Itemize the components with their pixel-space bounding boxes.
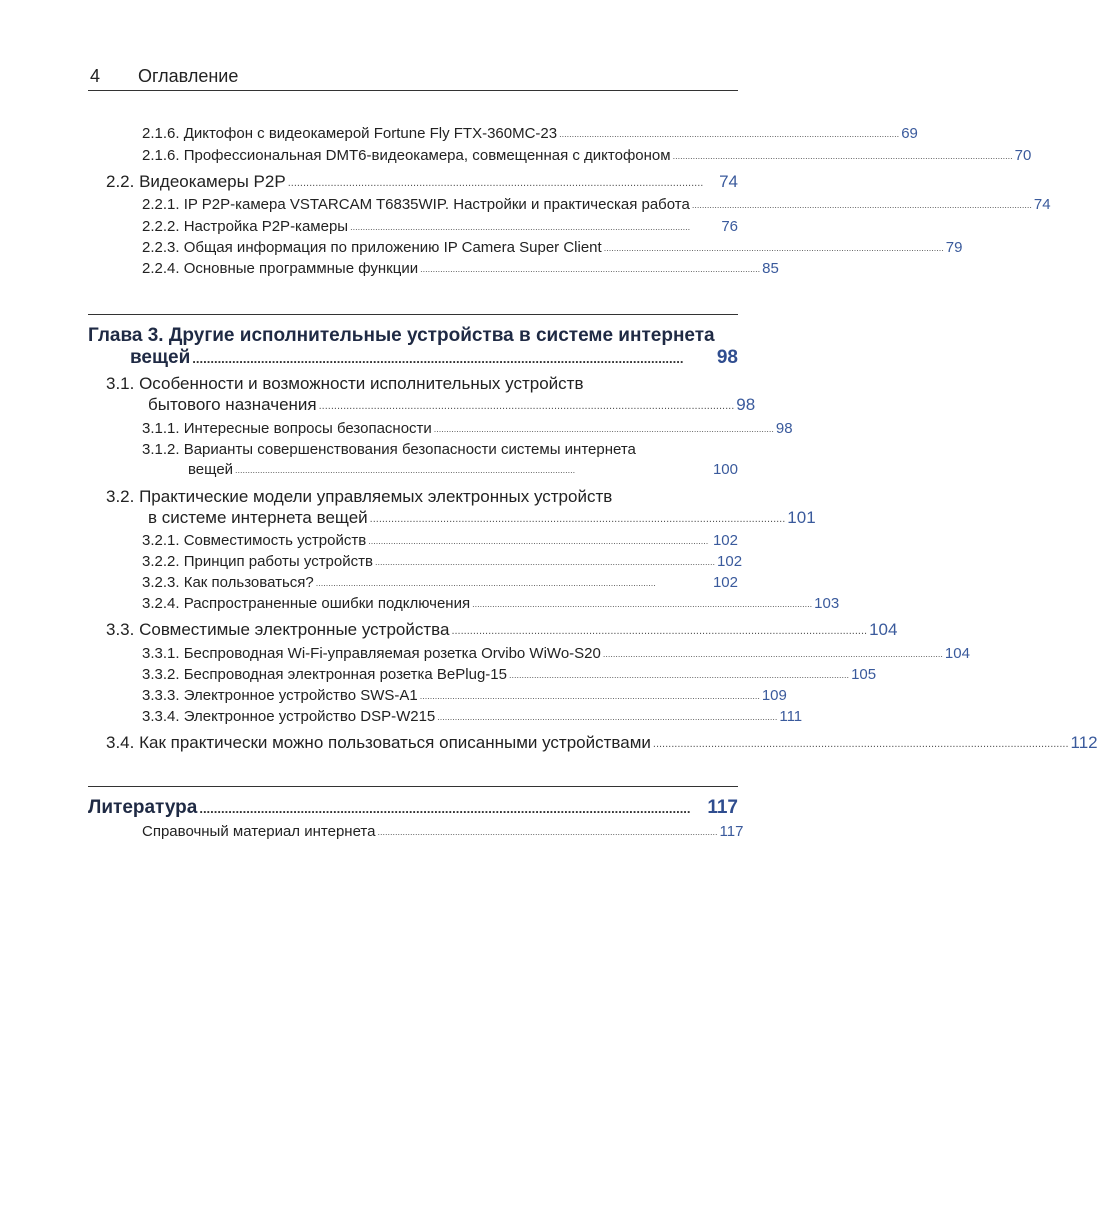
toc-page: 111 — [779, 708, 803, 725]
toc-entry-3-1-2-line1[interactable]: 3.1.2. Варианты совершенствования безопасности системы интернета — [142, 441, 636, 458]
toc-entry-3-1-1[interactable]: 3.1.1. Интересные вопросы безопасности ........................................................................................................................................ 98 — [142, 420, 793, 437]
leader-dots: ........................................................................................................................................ — [559, 129, 900, 139]
toc-entry-2-1-6a[interactable]: 2.1.6. Диктофон с видеокамерой Fortune Fly FTX-360MC-23 ........................................................................................................................................ 69 — [142, 125, 918, 142]
toc-entry-text: Видеокамеры P2P — [139, 172, 286, 191]
toc-entry-text: в системе интернета вещей — [148, 508, 368, 527]
toc-page: 101 — [787, 508, 816, 527]
toc-page: 98 — [736, 395, 756, 414]
toc-entry-3-1-2[interactable] — [188, 461, 738, 478]
leader-dots: ........................................................................................................................................ — [192, 351, 684, 366]
toc-page: 112 — [1070, 733, 1098, 752]
toc-entry-text: Интересные вопросы безопасности — [183, 420, 432, 437]
toc-entry-literature-sub[interactable] — [142, 823, 744, 840]
page-number: 4 — [90, 66, 101, 86]
toc-page: 117 — [707, 797, 738, 818]
toc-entry-text: Общая информация по приложению IP Camera Super Client — [183, 239, 602, 256]
toc-entry-text: Электронное устройство SWS-A1 — [183, 687, 418, 704]
leader-dots: ........................................................................................................................................ — [602, 649, 943, 659]
toc-page: 102 — [717, 553, 743, 570]
toc-page: 102 — [712, 574, 738, 591]
toc-page: 69 — [901, 125, 918, 142]
toc-page: 117 — [719, 823, 744, 840]
leader-dots: ........................................................................................................................................ — [652, 738, 1069, 750]
leader-dots: ........................................................................................................................................ — [603, 243, 944, 253]
toc-page: 100 — [712, 461, 738, 478]
leader-dots: ........................................................................................................................................ — [419, 691, 760, 701]
header-rule — [88, 90, 738, 91]
leader-dots: ........................................................................................................................................ — [318, 400, 735, 412]
toc-entry-text: Литература — [88, 797, 198, 818]
toc-page: 76 — [721, 218, 738, 235]
toc-entry-2-1-6b[interactable]: 2.1.6. Профессиональная DMT6-видеокамера, совмещенная с диктофоном ........................................................................................................................................ 70 — [142, 147, 1032, 164]
toc-entry-3-2[interactable] — [148, 508, 816, 528]
toc-page: 109 — [761, 687, 787, 704]
leader-dots: ........................................................................................................................................ — [472, 599, 813, 609]
leader-dots: ........................................................................................................................................ — [235, 465, 576, 475]
leader-dots: ........................................................................................................................................ — [508, 670, 850, 680]
leader-dots: ........................................................................................................................................ — [315, 578, 656, 588]
toc-entry-text: Основные программные функции — [183, 260, 419, 277]
toc-page: 104 — [869, 620, 898, 639]
toc-page: 70 — [1014, 147, 1032, 164]
chapter-title-line2: вещей — [130, 347, 191, 368]
toc-page: 79 — [945, 239, 963, 256]
toc-page: 74 — [719, 172, 738, 191]
toc-entry-text: Электронное устройство DSP-W215 — [183, 708, 436, 725]
toc-entry-text: Справочный материал интернета — [142, 823, 376, 840]
toc-entry-3-4[interactable]: 3.4. Как практически можно пользоваться описанными устройствами ........................................................................................................................................ 112 — [106, 733, 1098, 752]
toc-entry-3-2-1[interactable]: 3.2.1. Совместимость устройств ........................................................................................................................................ 102 — [142, 532, 738, 549]
leader-dots: ........................................................................................................................................ — [433, 424, 774, 434]
leader-dots: ........................................................................................................................................ — [691, 200, 1032, 210]
toc-page: 74 — [1033, 196, 1051, 213]
toc-entry-text: Диктофон с видеокамерой Fortune Fly FTX-360MC-23 — [183, 125, 558, 142]
toc-entry-3-2-4[interactable]: 3.2.4. Распространенные ошибки подключения ........................................................................................................................................ 103 — [142, 595, 840, 612]
toc-page: 105 — [851, 666, 877, 683]
toc-entry-text: Беспроводная электронная розетка BePlug-15 — [183, 666, 507, 683]
toc-entry-2-2-4[interactable]: 2.2.4. Основные программные функции ........................................................................................................................................ 85 — [142, 260, 779, 277]
toc-entry-text: Распространенные ошибки подключения — [183, 595, 471, 612]
toc-entry-3-3-1[interactable]: 3.3.1. Беспроводная Wi-Fi-управляемая розетка Orvibo WiWo-S20 ........................................................................................................................................ 104 — [142, 645, 970, 662]
leader-dots: ........................................................................................................................................ — [287, 177, 704, 189]
leader-dots: ........................................................................................................................................ — [199, 801, 691, 816]
leader-dots: ........................................................................................................................................ — [369, 513, 786, 525]
toc-entry-text: бытового назначения — [148, 395, 317, 414]
toc-entry-text: Беспроводная Wi-Fi-управляемая розетка Orvibo WiWo-S20 — [183, 645, 601, 662]
toc-page: 85 — [762, 260, 779, 277]
toc-entry-text: Совместимые электронные устройства — [139, 620, 450, 639]
section-rule — [88, 786, 738, 787]
leader-dots: ........................................................................................................................................ — [377, 827, 718, 837]
toc-page: 102 — [712, 532, 738, 549]
leader-dots: ........................................................................................................................................ — [420, 264, 761, 274]
toc-entry-text: Настройка P2P-камеры — [183, 218, 349, 235]
toc-entry-3-3-3[interactable]: 3.3.3. Электронное устройство SWS-A1 ........................................................................................................................................ 109 — [142, 687, 787, 704]
leader-dots: ........................................................................................................................................ — [451, 625, 868, 637]
toc-entry-2-2-2[interactable]: 2.2.2. Настройка P2P-камеры ........................................................................................................................................ 76 — [142, 218, 738, 235]
toc-entry-2-2-1[interactable]: 2.2.1. IP P2P-камера VSTARCAM T6835WIP. Настройки и практическая работа ........................................................................................................................................ 74 — [142, 196, 1051, 213]
toc-entry-3-1-line1[interactable]: 3.1. Особенности и возможности исполнительных устройств — [106, 374, 584, 393]
header-title: Оглавление — [138, 66, 239, 86]
toc-entry-text: Как пользоваться? — [183, 574, 314, 591]
toc-entry-literature[interactable] — [88, 797, 738, 819]
toc-entry-3-3[interactable]: 3.3. Совместимые электронные устройства ........................................................................................................................................ 104 — [106, 620, 898, 639]
toc-entry-text: вещей — [188, 461, 234, 478]
toc-entry-text: Совместимость устройств — [183, 532, 367, 549]
running-header — [88, 64, 738, 90]
toc-page: 103 — [814, 595, 840, 612]
toc-entry-3-2-2[interactable]: 3.2.2. Принцип работы устройств ........................................................................................................................................ 102 — [142, 553, 743, 570]
leader-dots: ........................................................................................................................................ — [374, 557, 716, 567]
leader-dots: ........................................................................................................................................ — [350, 222, 691, 232]
toc-entry-chapter-3[interactable] — [130, 347, 738, 369]
leader-dots: ........................................................................................................................................ — [368, 536, 709, 546]
toc-page: 98 — [775, 420, 793, 437]
toc-entry-text: Профессиональная DMT6-видеокамера, совмещенная с диктофоном — [183, 147, 671, 164]
toc-page: 104 — [944, 645, 970, 662]
toc-entry-3-3-2[interactable]: 3.3.2. Беспроводная электронная розетка BePlug-15 ........................................................................................................................................ 105 — [142, 666, 877, 683]
leader-dots: ........................................................................................................................................ — [437, 712, 778, 722]
toc-entry-3-1[interactable] — [148, 395, 756, 415]
toc-entry-2-2[interactable]: 2.2. Видеокамеры P2P ........................................................................................................................................ 74 — [106, 172, 738, 191]
section-rule — [88, 314, 738, 315]
toc-entry-text: IP P2P-камера VSTARCAM T6835WIP. Настройки и практическая работа — [183, 196, 690, 213]
toc-entry-text: Как практически можно пользоваться описанными устройствами — [139, 733, 651, 752]
toc-entry-3-2-3[interactable]: 3.2.3. Как пользоваться? ........................................................................................................................................ 102 — [142, 574, 738, 591]
toc-entry-3-3-4[interactable]: 3.3.4. Электронное устройство DSP-W215 ........................................................................................................................................ 111 — [142, 708, 803, 725]
toc-page: 98 — [716, 347, 738, 368]
toc-entry-text: Принцип работы устройств — [183, 553, 373, 570]
toc-entry-3-2-line1[interactable]: 3.2. Практические модели управляемых электронных устройств — [106, 487, 613, 506]
leader-dots: ........................................................................................................................................ — [672, 151, 1013, 161]
chapter-title-line1[interactable]: Глава 3. Другие исполнительные устройства в системе интернета — [88, 325, 715, 346]
toc-entry-2-2-3[interactable]: 2.2.3. Общая информация по приложению IP Camera Super Client ........................................................................................................................................ 79 — [142, 239, 963, 256]
